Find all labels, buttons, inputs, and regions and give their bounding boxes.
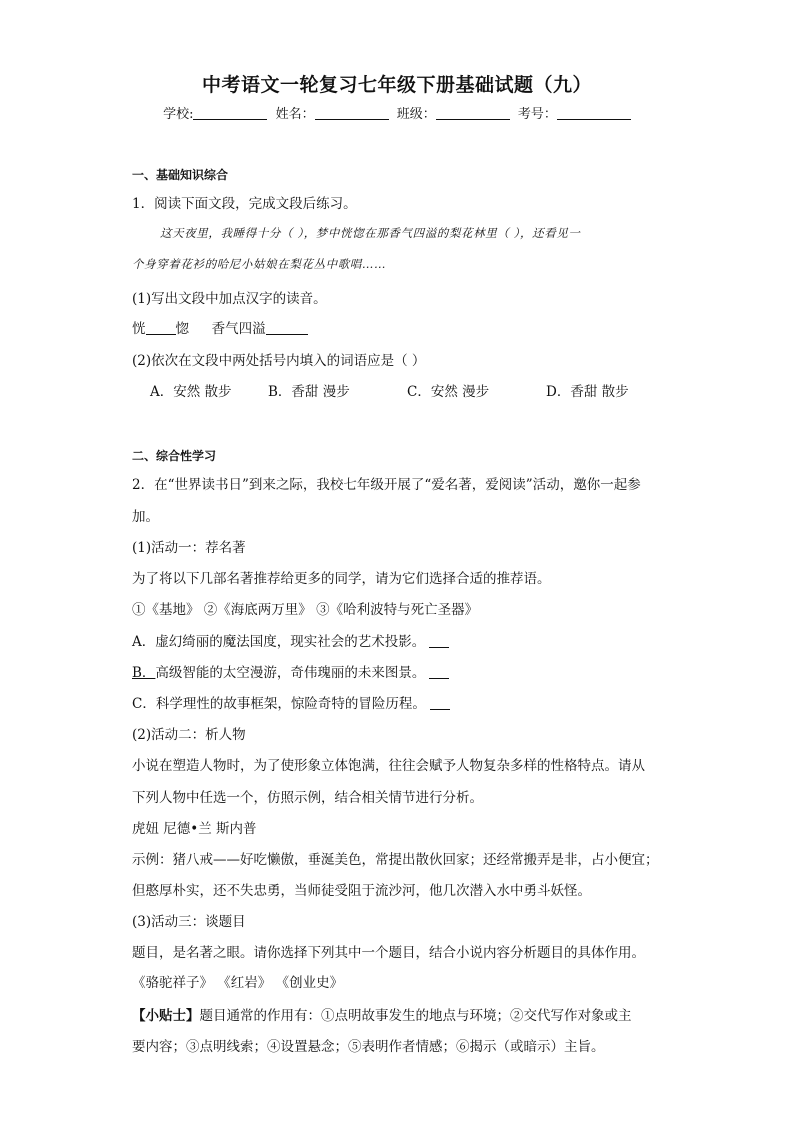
option-d[interactable]: D．香甜 散步 [546,384,629,400]
question-2-line-2: 加。 [132,509,159,525]
tip-line-1 [132,1004,672,1024]
pinyin-word-b: 香气四溢 [211,321,266,337]
name-label: 姓名： [275,107,315,122]
tip-text-1: 题目通常的作用有：①点明故事发生的地点与环境；②交代写作对象或主 [199,1008,632,1024]
activity-2-desc-1: 小说在塑造人物时，为了使形象立体饱满，往往会赋予人物复杂多样的性格特点。请从 [132,758,645,774]
recommendation-a-blank[interactable] [429,634,449,648]
name-field [276,103,389,122]
section-2-heading: 二、综合性学习 [132,449,217,463]
class-blank[interactable] [436,106,510,120]
activity-1-desc: 为了将以下几部名著推荐给更多的同学，请为它们选择合适的推荐语。 [132,571,551,587]
student-info-row [0,103,794,122]
options-row [150,380,690,400]
example-line-2: 但憨厚朴实，还不失忠勇，当师徒受阻于流沙河，他几次潜入水中勇斗妖怪。 [132,883,591,899]
passage-line-2: 个身穿着花衫的哈尼小姑娘在梨花丛中歌唱…… [132,257,387,271]
tip-line-2: 要内容；③点明线索；④设置悬念；⑤表明作者情感；⑥揭示（或暗示）主旨。 [132,1039,605,1055]
option-a[interactable]: A．安然 散步 [150,384,232,400]
sub-question-1: (1)写出文段中加点汉字的读音。 [132,291,327,307]
pinyin-char-a: 恍 [132,321,146,337]
recommendation-c-blank[interactable] [430,696,450,710]
title-list: 《骆驼祥子》 《红岩》 《创业史》 [132,975,344,991]
exam-no-field [518,103,631,122]
exam-no-blank[interactable] [557,106,631,120]
activity-2-title: (2)活动二：析人物 [132,727,246,743]
question-1-stem: 1．阅读下面文段，完成文段后练习。 [132,196,357,212]
page-title: 中考语文一轮复习七年级下册基础试题（九） [201,74,592,96]
recommendation-c-row [132,692,672,712]
recommendation-a-row [132,630,672,650]
passage-line-1: 这天夜里，我睡得十分（ ），梦中恍惚在那香气四溢的梨花林里（ ），还看见一 [160,226,581,240]
pinyin-char-a2: 惚 [175,321,189,337]
activity-3-desc: 题目，是名著之眼。请你选择下列其中一个题目，结合小说内容分析题目的具体作用。 [132,945,645,961]
pinyin-blank-a[interactable] [146,321,176,335]
option-c[interactable]: C．安然 漫步 [407,384,490,400]
recommendation-b-row [132,661,672,681]
name-blank[interactable] [315,106,389,120]
pinyin-answer-row [132,317,672,337]
activity-2-desc-2: 下列人物中任选一个，仿照示例，结合相关情节进行分析。 [132,790,483,806]
pinyin-blank-b[interactable] [266,321,308,335]
recommendation-a: A．虚幻绮丽的魔法国度，现实社会的艺术投影。 [132,634,426,650]
school-label: 学校: [163,107,194,122]
section-1-heading: 一、基础知识综合 [132,168,229,182]
recommendation-b-label: B． [132,665,156,681]
school-blank[interactable] [193,106,267,120]
option-b[interactable]: B．香甜 漫步 [268,384,350,400]
question-2-line-1: 2．在“世界读书日”到来之际，我校七年级开展了“爱名著，爱阅读”活动，邀你一起参 [132,477,641,493]
activity-1-title: (1)活动一：荐名著 [132,540,246,556]
school-field [163,103,267,122]
book-list: ①《基地》 ②《海底两万里》 ③《哈利波特与死亡圣器》 [132,602,479,618]
example-line-1: 示例：猪八戒——好吃懒傲，垂涎美色，常提出散伙回家；还经常搬弄是非，占小便宜； [132,852,659,868]
class-label: 班级： [396,107,436,122]
recommendation-b-blank[interactable] [429,665,449,679]
tip-label: 【小贴士】 [132,1008,200,1024]
recommendation-b: 高级智能的太空漫游，奇伟瑰丽的未来图景。 [155,665,426,681]
character-list: 虎妞 尼德•兰 斯内普 [132,821,257,837]
sub-question-2: (2)依次在文段中两处括号内填入的词语应是（ ） [132,353,426,369]
exam-no-label: 考号： [517,107,557,122]
class-field [397,103,510,122]
recommendation-c: C．科学理性的故事框架，惊险奇特的冒险历程。 [132,696,426,712]
activity-3-title: (3)活动三：谈题目 [132,914,246,930]
